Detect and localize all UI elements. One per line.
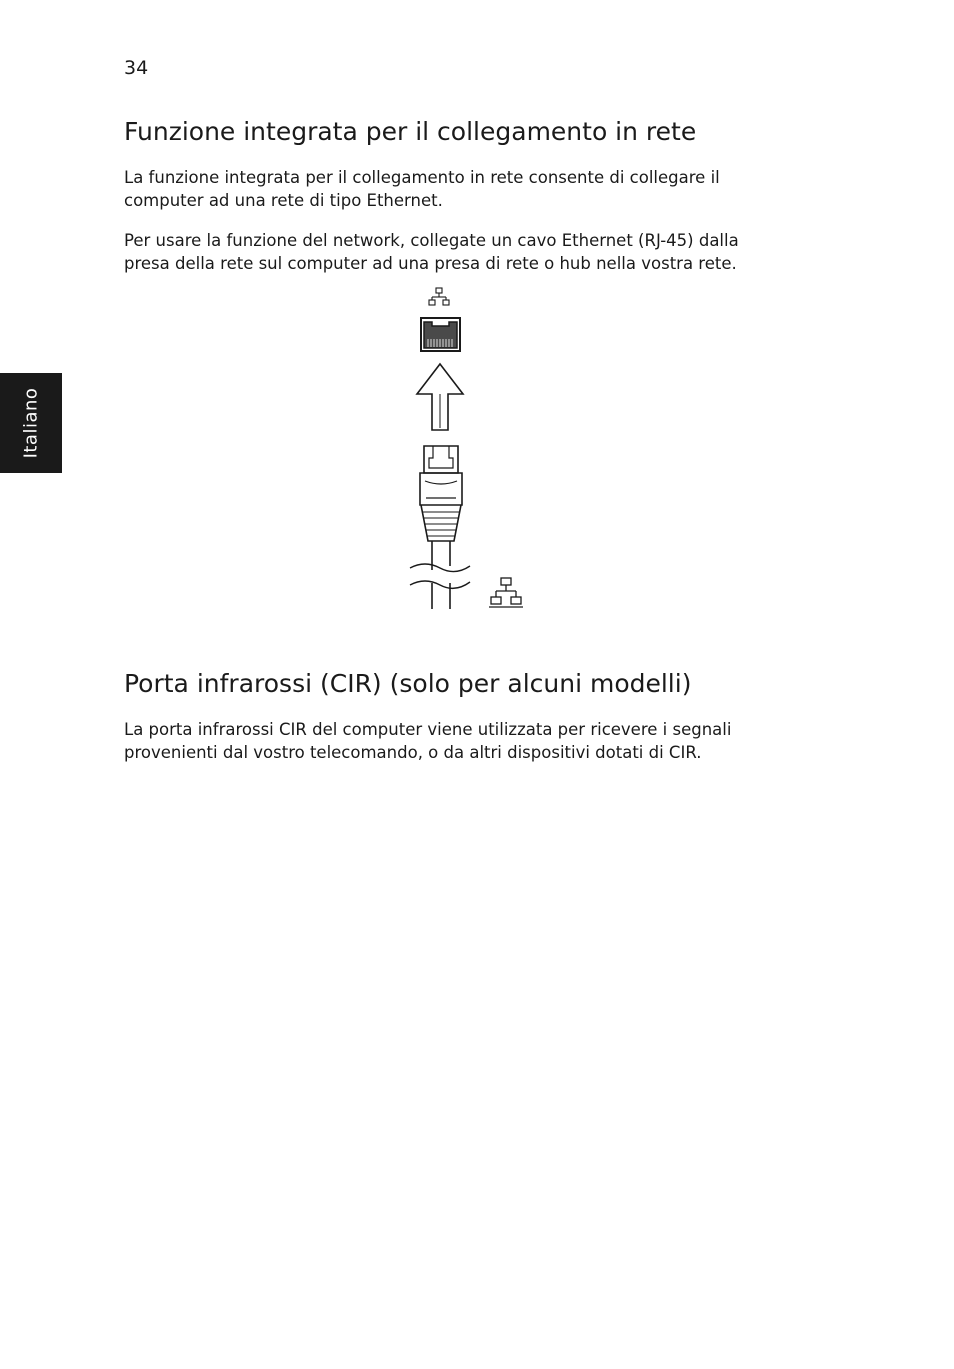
network-paragraph-1 (124, 166, 794, 212)
paragraph-line: computer ad una rete di tipo Ethernet. (124, 191, 443, 210)
cable-break-icon (410, 541, 470, 609)
paragraph-line: La porta infrarossi CIR del computer viene utilizzata per ricevere i segnali (124, 720, 732, 739)
paragraph-line: provenienti dal vostro telecomando, o da altri dispositivi dotati di CIR. (124, 743, 702, 762)
paragraph-line: La funzione integrata per il collegamento in rete consente di collegare il (124, 168, 720, 187)
page-number: 34 (124, 57, 149, 79)
section-heading-network: Funzione integrata per il collegamento in rete (124, 117, 697, 146)
network-icon (489, 578, 523, 607)
paragraph-line: presa della rete sul computer ad una presa di rete o hub nella vostra rete. (124, 254, 737, 273)
language-side-tab (0, 373, 62, 473)
ethernet-connection-figure (400, 282, 540, 617)
network-icon (429, 288, 449, 305)
side-tab-label: Italiano (20, 387, 42, 459)
cir-paragraph-1 (124, 718, 794, 764)
rj45-port-icon (421, 318, 460, 351)
network-paragraph-2 (124, 229, 794, 275)
ethernet-plug-icon (420, 446, 462, 541)
section-heading-cir: Porta infrarossi (CIR) (solo per alcuni modelli) (124, 669, 692, 698)
paragraph-line: Per usare la funzione del network, collegate un cavo Ethernet (RJ-45) dalla (124, 231, 739, 250)
